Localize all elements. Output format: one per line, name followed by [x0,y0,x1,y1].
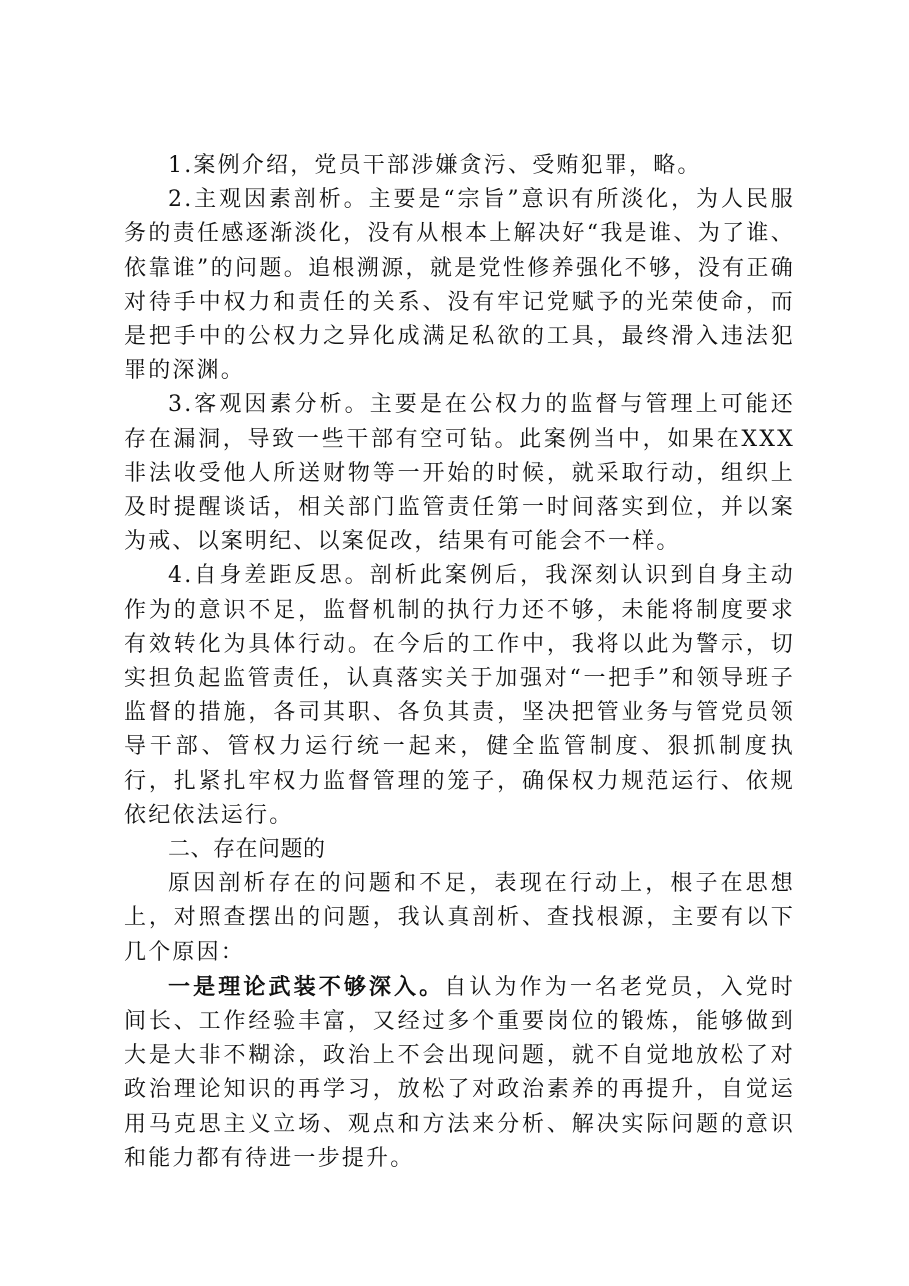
paragraph-objective-analysis: 3.客观因素分析。主要是在公权力的监督与管理上可能还存在漏洞，导致一些干部有空可钻。此案例当中，如果在XXX非法收受他人所送财物等一开始的时候，就采取行动，组织上及时提醒谈话，相关部门监管责任第一时间落实到位，并以案为戒、以案明纪、以案促改，结果有可能会不一样。 [124,392,795,555]
paragraph-case-intro: 1.案例介绍，党员干部涉嫌贪污、受贿犯罪，略。 [168,153,702,178]
paragraph-subjective-analysis: 2.主观因素剖析。主要是“宗旨”意识有所淡化，为人民服务的责任感逐渐淡化，没有从根本上解决好“我是谁、为了谁、依靠谁”的问题。追根溯源，就是党性修养强化不够，没有正确对待手中权力和责任的关系、没有牢记党赋予的光荣使命，而是把手中的公权力之异化成满足私欲的工具，最终滑入违法犯罪的深渊。 [124,187,795,384]
section-heading: 二、存在问题的 [168,837,326,863]
paragraph-point-one [124,970,795,1176]
paragraph-self-reflection: 4.自身差距反思。剖析此案例后，我深刻认识到自身主动作为的意识不足，监督机制的执行力还不够，未能将制度要求有效转化为具体行动。在今后的工作中，我将以此为警示，切实担负起监管责任，认真落实关于加强对“一把手”和领导班子监督的措施，各司其职、各负其责，坚决把管业务与管党员领导干部、管权力运行统一起来，健全监管制度、狠抓制度执行，扎紧扎牢权力监督管理的笼子，确保权力规范运行、依规依纪依法运行。 [124,563,795,828]
point-one-lead: 一是理论武装不够深入。 [168,973,445,1000]
paragraph-cause-intro: 原因剖析存在的问题和不足，表现在行动上，根子在思想上，对照查摆出的问题，我认真剖析、查找根源，主要有以下几个原因： [124,871,795,965]
point-one-body: 自认为作为一名老党员，入党时间长、工作经验丰富，又经过多个重要岗位的锻炼，能够做到大是大非不糊涂，政治上不会出现问题，就不自觉地放松了对政治理论知识的再学习，放松了对政治素养的再提升，自觉运用马克思主义立场、观点和方法来分析、解决实际问题的意识和能力都有待进一步提升。 [124,974,795,1171]
